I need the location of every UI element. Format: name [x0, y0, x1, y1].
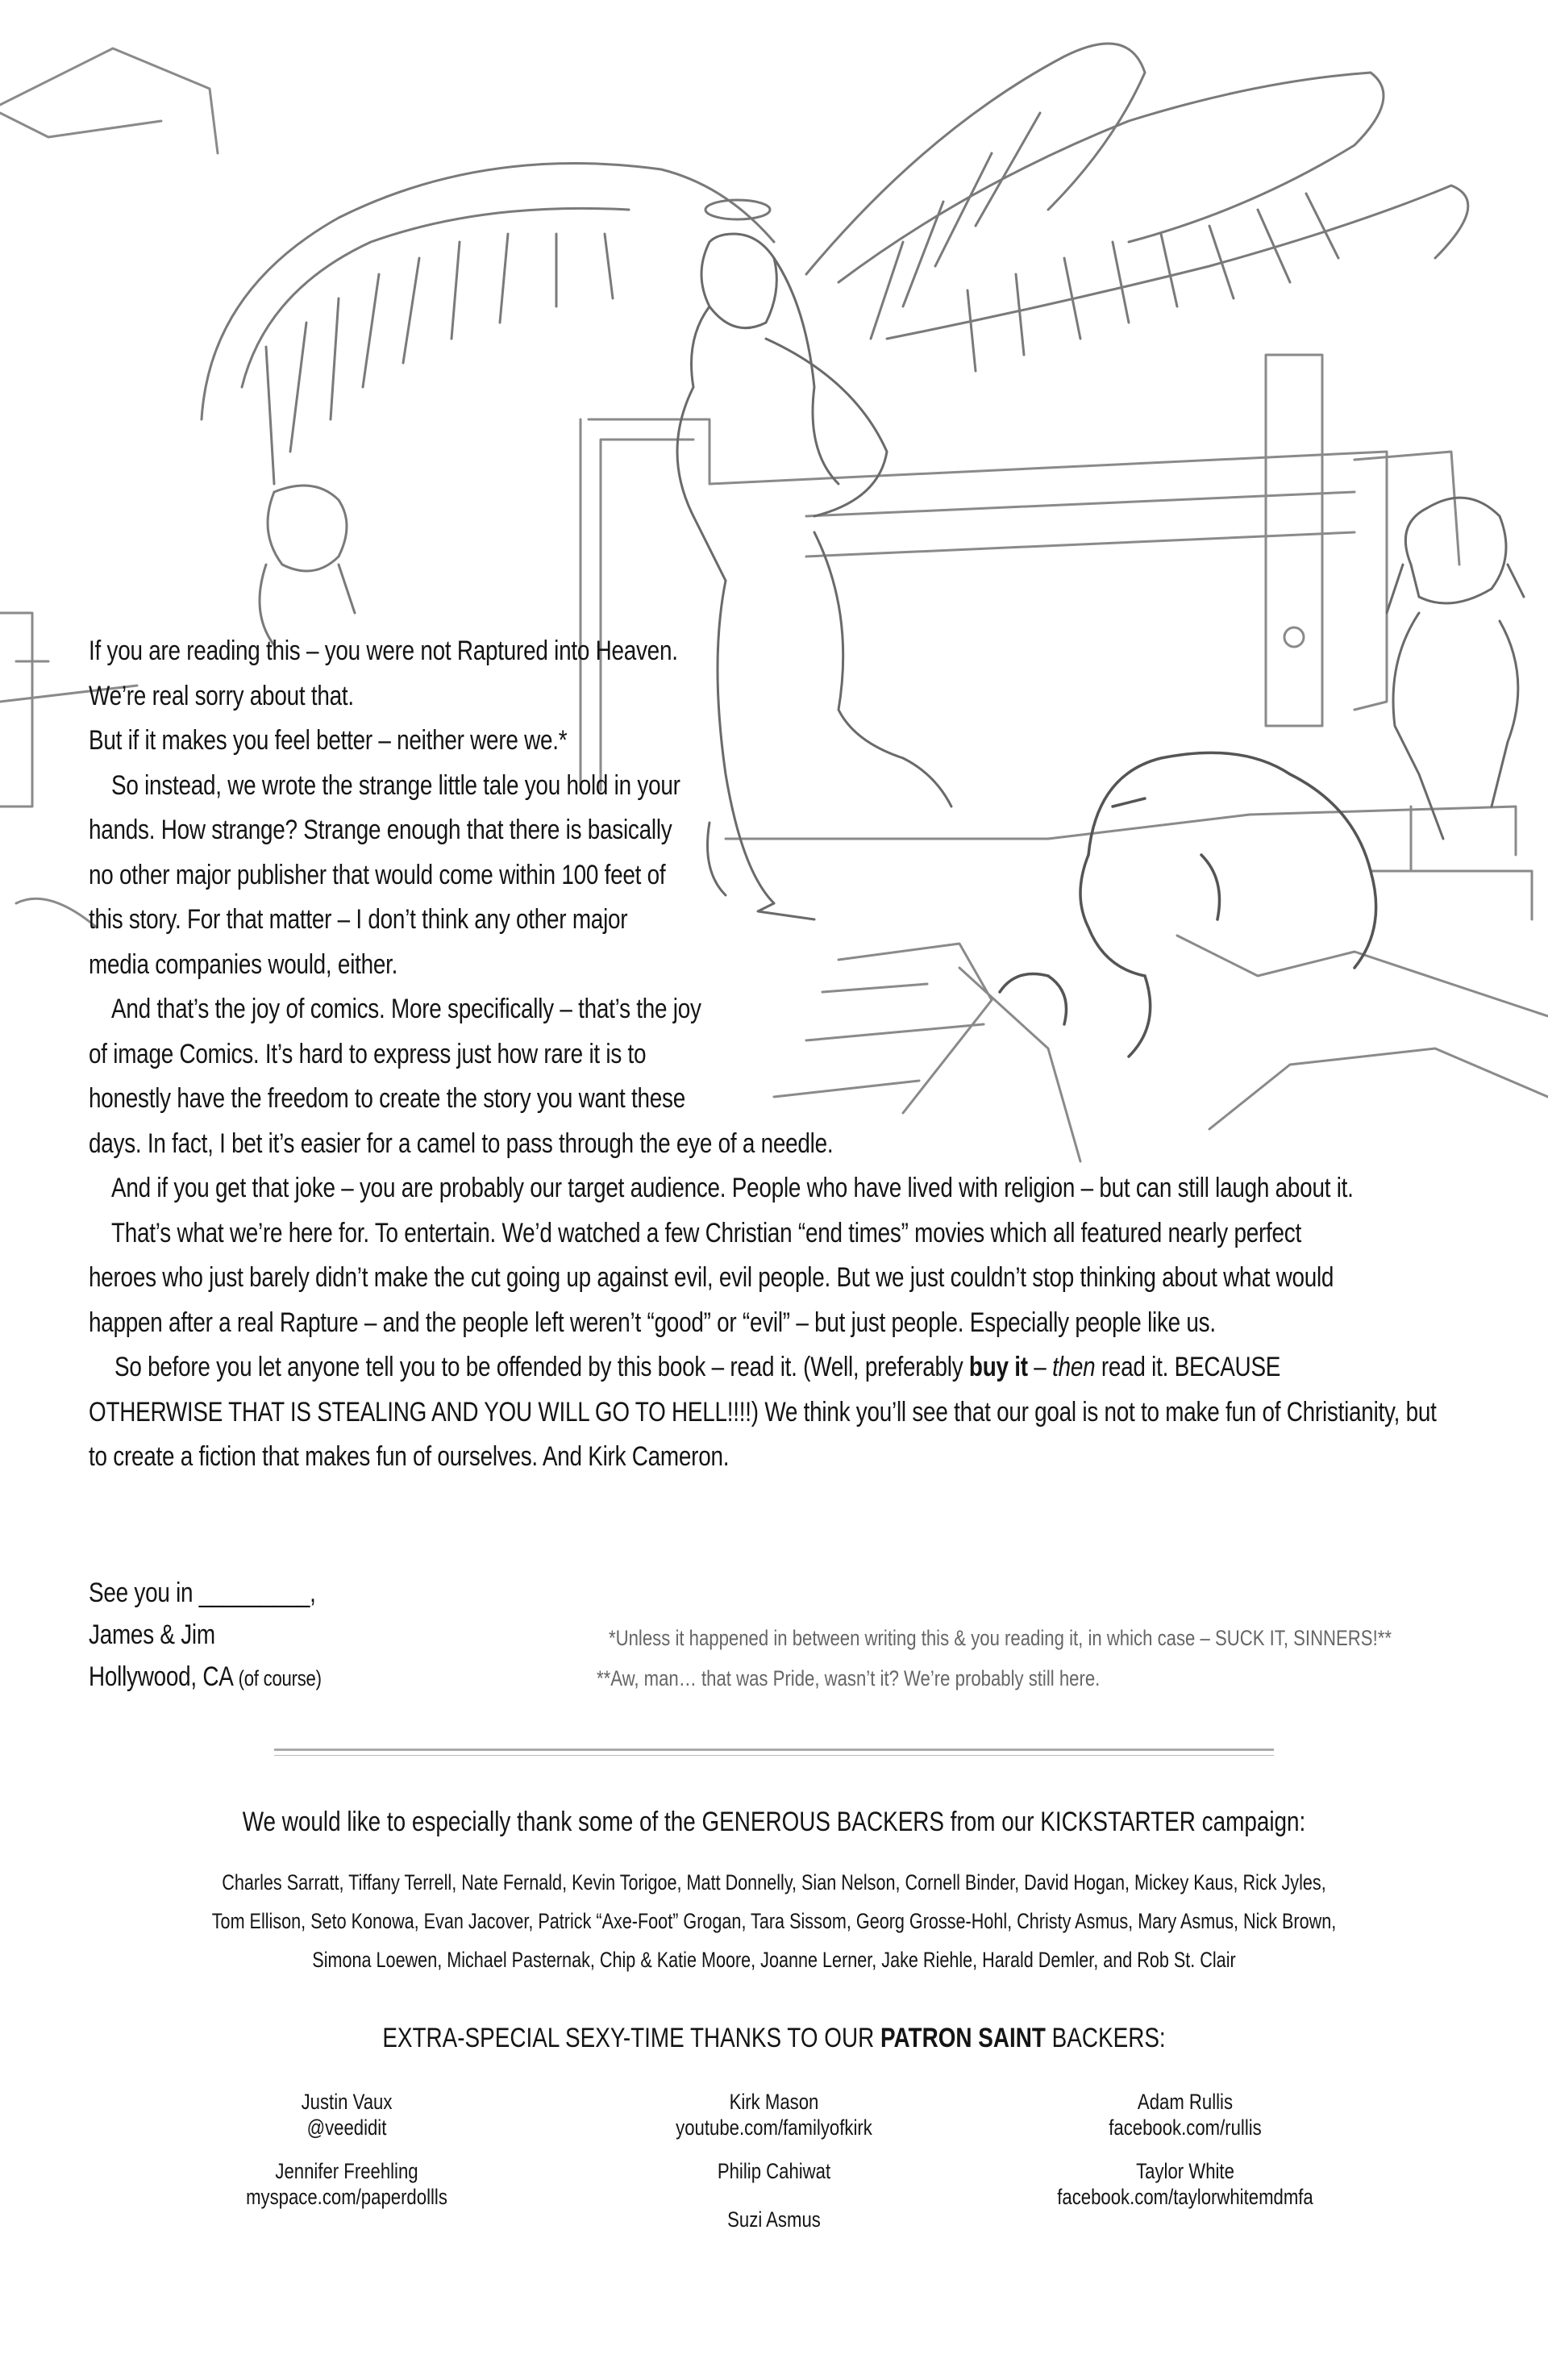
patron-heading — [139, 2023, 1409, 2054]
footnote-2: **Aw, man… that was Pride, wasn’t it? We’re probably still here. — [597, 1666, 1101, 1690]
patron-name: Adam Rullis — [1137, 2090, 1234, 2114]
patron-name: Jennifer Freehling — [275, 2159, 418, 2183]
patron-section — [0, 2023, 1548, 2054]
patron-column-1 — [148, 2089, 545, 2228]
signoff-place-note: (of course) — [238, 1666, 322, 1690]
letter-bold-text: buy it — [968, 1352, 1028, 1382]
letter-line: So instead, we wrote the strange little tale you hold in your — [111, 770, 680, 801]
backer-row: Tom Ellison, Seto Konowa, Evan Jacover, Patrick “Axe-Foot” Grogan, Tara Sissom, Georg Grosse-Hohl, Christy Asmus, Mary Asmus, Nick Brown, — [211, 1909, 1337, 1933]
letter-line — [114, 1348, 1280, 1386]
patron-heading-bold: PATRON SAINT — [880, 2023, 1046, 2053]
patron-link: myspace.com/paperdollls — [246, 2185, 447, 2209]
letter-line: We’re real sorry about that. — [89, 681, 354, 711]
letter-line: days. In fact, I bet it’s easier for a camel to pass through the eye of a needle. — [89, 1128, 834, 1159]
footnote-1: *Unless it happened in between writing this & you reading it, in which case – SUCK IT, SINNERS!** — [609, 1626, 1392, 1650]
patron-name: Taylor White — [1136, 2159, 1234, 2183]
letter-line: to create a fiction that makes fun of ourselves. And Kirk Cameron. — [89, 1441, 730, 1472]
letter-line: no other major publisher that would come within 100 feet of — [89, 860, 666, 890]
letter-line: OTHERWISE THAT IS STEALING AND YOU WILL GO TO HELL!!!!) We think you’ll see that our goal is not to make fun of Christianity, but — [89, 1397, 1437, 1428]
patron-name: Suzi Asmus — [727, 2207, 821, 2232]
signoff-names: James & Jim — [89, 1619, 215, 1650]
patron-entry — [148, 2158, 545, 2210]
patron-name: Philip Cahiwat — [717, 2159, 831, 2183]
letter-line: media companies would, either. — [89, 949, 398, 980]
letter-line: heroes who just barely didn’t make the cut going up against evil, evil people. But we just couldn’t stop thinking about what would — [89, 1262, 1334, 1293]
patron-entry — [576, 2089, 972, 2140]
letter-text: – — [1027, 1352, 1053, 1382]
patron-column-2 — [576, 2089, 972, 2250]
backer-names — [0, 1863, 1548, 1979]
patron-heading-text: EXTRA-SPECIAL SEXY-TIME THANKS TO OUR — [382, 2023, 880, 2053]
letter-line: And that’s the joy of comics. More specifically – that’s the joy — [111, 994, 701, 1024]
letter-italic-text: then — [1052, 1352, 1096, 1382]
patron-link: @veedidit — [306, 2115, 387, 2140]
letter-line: honestly have the freedom to create the story you want these — [89, 1083, 685, 1114]
letter-text: read it. BECAUSE — [1095, 1352, 1281, 1382]
patron-link: facebook.com/rullis — [1109, 2115, 1262, 2140]
section-divider — [274, 1749, 1274, 1751]
letter-line: of image Comics. It’s hard to express just how rare it is to — [89, 1039, 647, 1069]
letter-line: happen after a real Rapture – and the people left weren’t “good” or “evil” – but just people. Especially people like us. — [89, 1307, 1216, 1338]
backer-row: Charles Sarratt, Tiffany Terrell, Nate Fernald, Kevin Torigoe, Matt Donnelly, Sian Nelson, Cornell Binder, David Hogan, Mickey Kaus, Rick Jyles, — [222, 1870, 1326, 1894]
patron-link: youtube.com/familyofkirk — [676, 2115, 872, 2140]
letter-line: hands. How strange? Strange enough that there is basically — [89, 815, 672, 845]
signoff-place — [89, 1658, 322, 1697]
section-divider-thin — [274, 1755, 1274, 1756]
letter-line: this story. For that matter – I don’t think any other major — [89, 904, 628, 935]
patron-entry — [148, 2089, 545, 2140]
letter-text: So before you let anyone tell you to be offended by this book – read it. (Well, preferably — [114, 1352, 969, 1382]
letter-line: But if it makes you feel better – neither were we.* — [89, 725, 568, 756]
patron-entry — [987, 2158, 1384, 2210]
patron-entry — [576, 2158, 972, 2184]
backer-row: Simona Loewen, Michael Pasternak, Chip & Katie Moore, Joanne Lerner, Jake Riehle, Harald Demler, and Rob St. Clair — [312, 1948, 1236, 1972]
letter-line: If you are reading this – you were not Raptured into Heaven. — [89, 636, 678, 666]
patron-entry — [987, 2089, 1384, 2140]
patron-name: Kirk Mason — [729, 2090, 819, 2114]
patron-name: Justin Vaux — [301, 2090, 393, 2114]
patron-heading-end: BACKERS: — [1045, 2023, 1166, 2053]
letter-line: And if you get that joke – you are probably our target audience. People who have lived with religion – but can still laugh about it. — [111, 1173, 1354, 1203]
patron-column-3 — [987, 2089, 1384, 2228]
patron-link: facebook.com/taylorwhitemdmfa — [1057, 2185, 1313, 2209]
signoff-see-you: See you in _________, — [89, 1578, 316, 1608]
letter-line: That’s what we’re here for. To entertain. We’d watched a few Christian “end times” movies which all featured nearly perfect — [111, 1218, 1301, 1248]
thanks-section — [0, 1807, 1548, 1838]
thanks-heading: We would like to especially thank some of the GENEROUS BACKERS from our KICKSTARTER campaign: — [242, 1807, 1306, 1837]
signoff-place-text: Hollywood, CA — [89, 1661, 233, 1692]
patron-entry — [576, 2207, 972, 2232]
